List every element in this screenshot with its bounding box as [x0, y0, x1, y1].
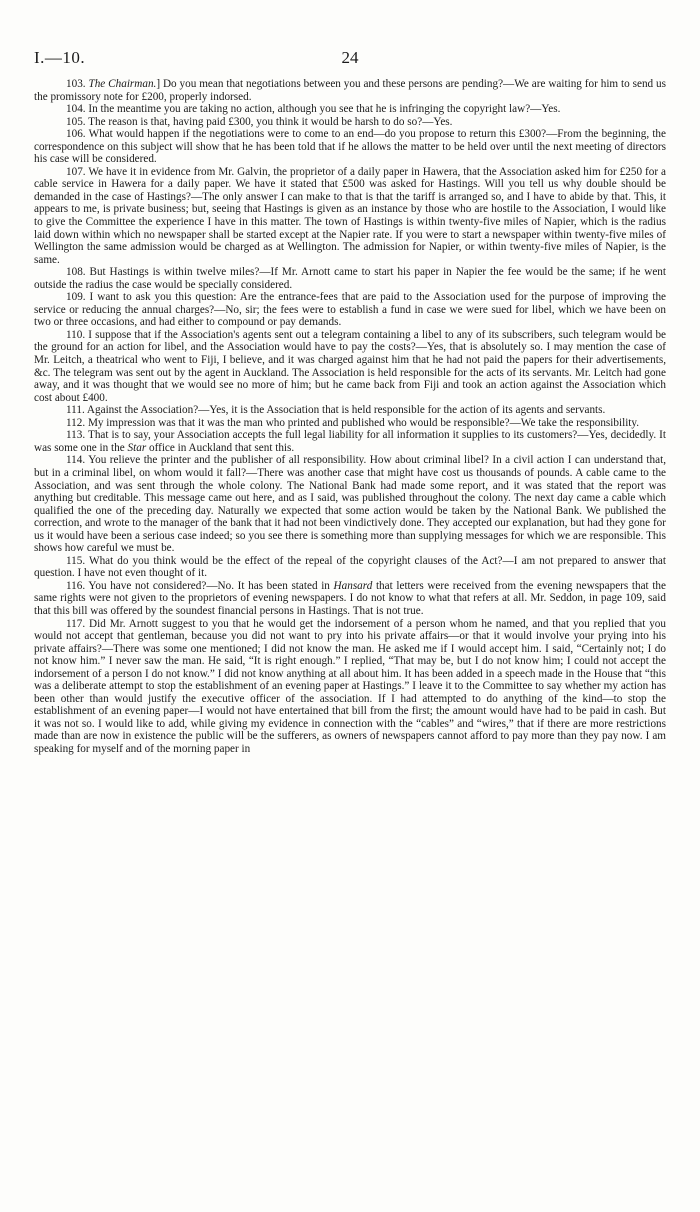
paragraph-text: 115. What do you think would be the effect of the repeal of the copyright clauses of the Act?—I am not prepared to answer that question. I have not even thought of it. [34, 554, 666, 580]
paragraph-text: 114. You relieve the printer and the publisher of all responsibility. How about criminal libel? In a civil action I can understand that, but in a criminal libel, on whom would it fall?—There was another case that might have cost us thousands of pounds. A cable came to the Association, and was sent through the whole colony. The National Bank had made some report, and it was stated that the report was anything but creditable. This message came out here, and as I said, was published throughout the colony. The next day came a cable which qualified the one of the preceding day. Naturally we expected that some action would be taken by the National Bank. We published the correction, and wrote to the manager of the bank that it had not been vindictively done. They accepted our explanation, but had they gone for us it would have been a serious case indeed; so you see there is something more than supplying messages for which we are responsible. This shows how careful we must be. [34, 454, 666, 555]
paragraph-text: 112. My impression was that it was the man who printed and published who would be responsible?—We take the responsibility. [66, 416, 640, 429]
paragraph-text: office in Auckland that sent this. [146, 441, 295, 454]
paragraph-text: 105. The reason is that, having paid £300, you think it would be harsh to do so?—Yes. [66, 115, 453, 128]
italic-text: Hansard [333, 579, 373, 592]
page-header [34, 48, 666, 70]
paragraph-text: ] Do you mean that negotiations between you and these persons are pending?—We are waiting for him to send us the promissory note for £200, properly indorsed. [34, 78, 666, 103]
evidence-paragraph [34, 166, 666, 266]
evidence-text [34, 78, 666, 756]
evidence-paragraph [34, 329, 666, 404]
paragraph-text: 110. I suppose that if the Association's agents sent out a telegram containing a libel to any of its subscribers, such telegram would be the ground for an action for libel, and the Association would have to pay the costs?—Yes, that is absolutely so. I may mention the case of Mr. Leitch, a theatrical who went to Fiji, I believe, and it was charged against him that he had not paid the papers for their advertisements, &c. The telegram was sent out by the agent in Auckland. The Association is held responsible for the acts of its servants. Mr. Leitch had gone away, and it was thought that we would see no more of him; but he came back from Fiji and took an action against the Association which cost about £400. [34, 328, 666, 404]
paragraph-text: 109. I want to ask you this question: Are the entrance-fees that are paid to the Association used for the purpose of improving the service or reducing the annual charges?—No, sir; the fees were to establish a fund in case we were sued for libel, which we have been on two or three occasions, and had either to compound or pay demands. [34, 291, 666, 329]
italic-text: Star [127, 441, 147, 454]
evidence-paragraph [34, 116, 666, 129]
evidence-paragraph [34, 291, 666, 329]
paragraph-text: 111. Against the Association?—Yes, it is the Association that is held responsible for the action of its agents and servants. [66, 404, 606, 417]
paragraph-text: 108. But Hastings is within twelve miles?—If Mr. Arnott came to start his paper in Napier the fee would be the same; if he went outside the radius the case would be specially considered. [34, 266, 666, 291]
paragraph-text: 117. Did Mr. Arnott suggest to you that he would get the indorsement of a person whom he named, and that you replied that you would not accept that gentleman, because you did not want to pry into his private affairs—or that it would involve your prying into his private affairs?—There was some one mentioned; I did not know the man. He asked me if I would accept him. I said, “Certainly not; I do not know him.” I never saw the man. He said, “It is right enough.” I replied, “That may be, but I do not know him; I could not accept the indorsement of a person I do not know.” I did not know anything at all about him. It has been added in a speech made in the House that “this was a deliberate attempt to stop the establishment of an evening paper at Hastings.” I leave it to the Committee to say whether my action has been other than would justify the executive officer of the association. If I had attempted to do anything of the kind—to stop the establishment of an evening paper—I would not have entertained that bill from the first; the amount would have had to be paid in cash. But it was not so. I would like to add, while giving my evidence in connection with the “cables” and “wires,” that if there are more restrictions made than are now in existence the public will be the sufferers, as owners of newspapers cannot afford to pay more than they pay now. I am speaking for myself and of the morning paper in [34, 617, 666, 755]
page-number: 24 [341, 48, 359, 67]
evidence-paragraph [34, 580, 666, 618]
evidence-paragraph [34, 128, 666, 166]
evidence-paragraph [34, 618, 666, 756]
evidence-paragraph [34, 103, 666, 116]
italic-text: The Chairman. [88, 78, 157, 90]
paragraph-text: 104. In the meantime you are taking no action, although you see that he is infringing the copyright law?—Yes. [66, 103, 561, 116]
paper-reference: I.—10. [34, 48, 86, 67]
evidence-paragraph [34, 555, 666, 580]
evidence-paragraph [34, 266, 666, 291]
paragraph-text: 116. You have not considered?—No. It has been stated in [66, 579, 334, 592]
paragraph-text: that letters were received from the evening newspapers that the same rights were not given to the proprietors of evening newspapers. I do not know to what that refers at all. Mr. Seddon, in page 109, said that this bill was offered by the soundest financial persons in Hastings. That is not true. [34, 579, 666, 617]
evidence-paragraph [34, 454, 666, 554]
evidence-paragraph [34, 78, 666, 103]
paragraph-text: 107. We have it in evidence from Mr. Galvin, the proprietor of a daily paper in Hawera, that the Association asked him for £250 for a cable service in Hawera for a daily paper. We have it stated that £500 was asked for Hastings. Will you tell us why double should be demanded in the case of Hastings?—The only answer I can make to that is that the tariff is arranged so, and I have to abide by that. This, it appears to me, is private business; but, seeing that Hastings is given as an instance by those who are hostile to the Association, I would like to give the Committee the experience I have in this matter. The town of Hastings is within twenty-five miles of Napier, which is the radius laid down within which no newspaper shall be started except at the Napier rate. If you were to start a newspaper within twenty-five miles of Wellington the same admission would be charged as at Wellington. The admission for Napier, or within twenty-five miles of Napier, is the same. [34, 165, 666, 266]
evidence-paragraph [34, 429, 666, 454]
paragraph-text: 106. What would happen if the negotiations were to come to an end—do you propose to return this £300?—From the beginning, the correspondence on this subject will show that he has been told that if he allows the matter to be held over until the next meeting of directors his case will be considered. [34, 128, 666, 166]
evidence-paragraph [34, 404, 666, 417]
paragraph-text: 113. That is to say, your Association accepts the full legal liability for all information it supplies to its customers?—Yes, decidedly. It was some one in the [34, 429, 666, 454]
evidence-paragraph [34, 417, 666, 430]
paragraph-text: 103. [66, 78, 89, 90]
